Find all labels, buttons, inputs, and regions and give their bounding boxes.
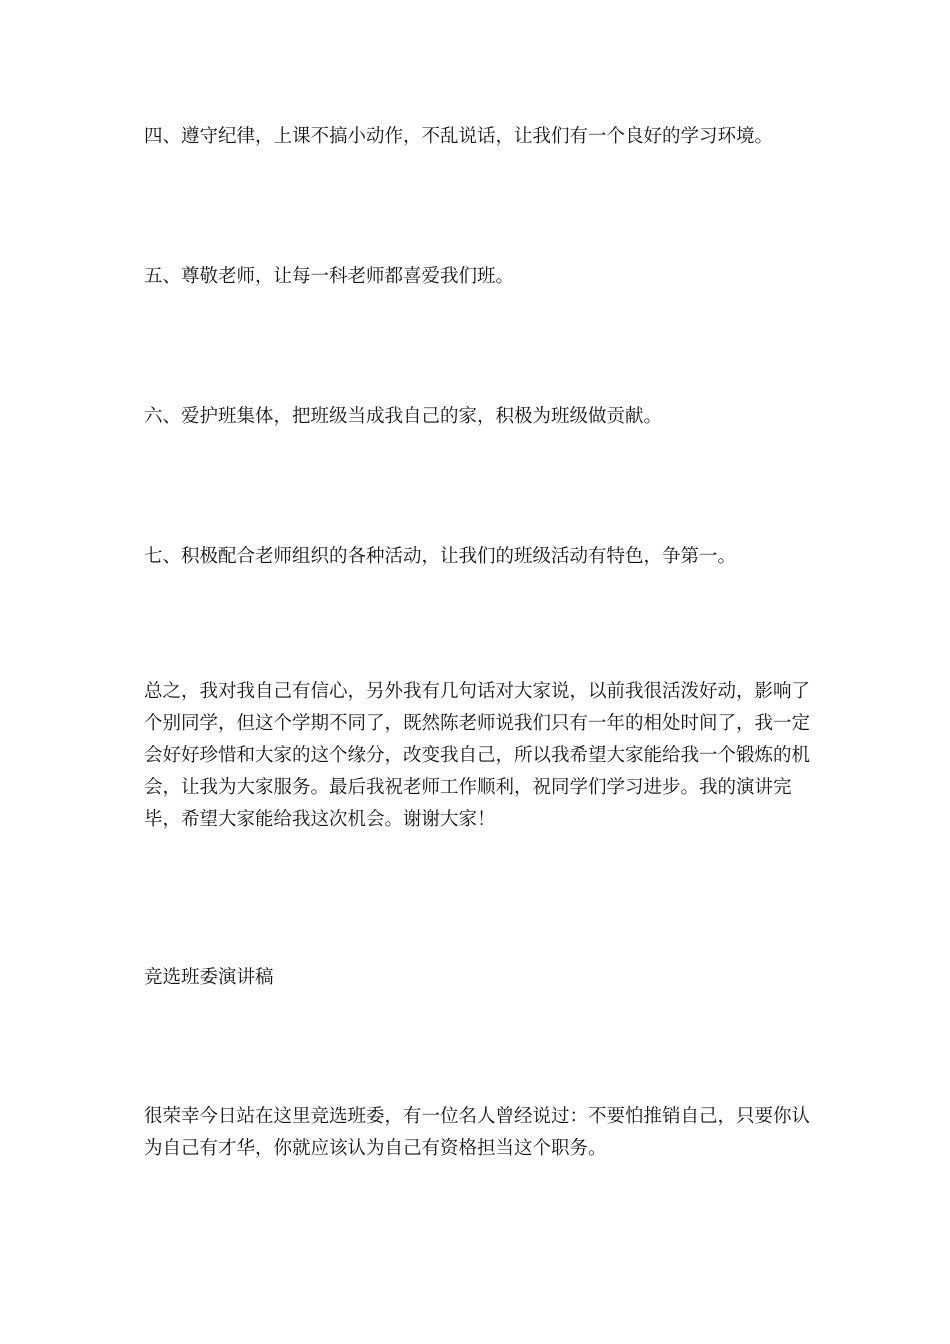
paragraph-conclusion: 总之，我对我自己有信心，另外我有几句话对大家说，以前我很活泼好动，影响了个别同学，但这个学期不同了，既然陈老师说我们只有一年的相处时间了，我一定会好好珍惜和大家的这个缘分，改变我自己，所以我希望大家能给我一个锻炼的机会，让我为大家服务。最后我祝老师工作顺利，祝同学们学习进步。我的演讲完毕，希望大家能给我这次机会。谢谢大家！	[144, 681, 811, 830]
paragraph-respect-teachers: 五、尊敬老师，让每一科老师都喜爱我们班。	[144, 266, 515, 287]
paragraph-love-class: 六、爱护班集体，把班级当成我自己的家，积极为班级做贡献。	[144, 406, 663, 427]
section-heading: 竞选班委演讲稿	[144, 967, 274, 988]
paragraph-opening: 很荣幸今日站在这里竞选班委，有一位名人曾经说过：不要怕推销自己，只要你认为自己有才华，你就应该认为自己有资格担当这个职务。	[144, 1106, 811, 1159]
paragraph-activities: 七、积极配合老师组织的各种活动，让我们的班级活动有特色，争第一。	[144, 546, 737, 567]
paragraph-discipline: 四、遵守纪律，上课不搞小动作，不乱说话，让我们有一个良好的学习环境。	[144, 126, 774, 147]
